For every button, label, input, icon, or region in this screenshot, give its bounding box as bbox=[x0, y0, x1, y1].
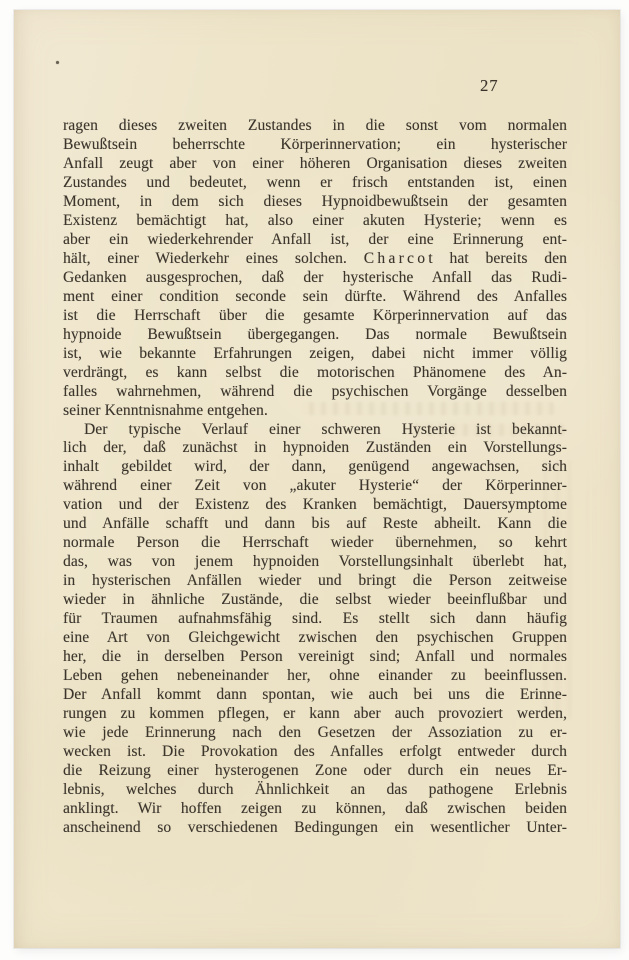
paragraph bbox=[63, 421, 567, 838]
text-line: lebnis, welches durch Ähnlichkeit an das pathogene Erlebnis bbox=[63, 780, 567, 798]
text-line: verdrängt, es kann selbst die motorischen Phänomene des An- bbox=[63, 363, 567, 381]
text-line: wie jede Erinnerung nach den Gesetzen der Assoziation zu er- bbox=[63, 724, 567, 741]
text-line: während einer Zeit von „akuter Hysterie“ der Körperinner- bbox=[63, 477, 567, 495]
text-line: Existenz bemächtigt hat, also einer akuten Hysterie; wenn es bbox=[63, 211, 567, 229]
text-line: lich der, daß zunächst in hypnoiden Zuständen ein Vorstellungs- bbox=[63, 439, 567, 457]
text-line: wecken ist. Die Provokation des Anfalles erfolgt entweder durch bbox=[63, 742, 567, 760]
page-number: 27 bbox=[480, 76, 499, 95]
text-line: vation und der Existenz des Kranken bemächtigt, Dauersymptome bbox=[63, 496, 567, 514]
text-line: Der typische Verlauf einer schweren Hysterie ist bekannt- bbox=[84, 420, 567, 438]
ink-bleed-through bbox=[302, 402, 554, 415]
ink-bleed-through bbox=[542, 460, 572, 720]
text-line: die Reizung einer hysterogenen Zone oder durch ein neues Er- bbox=[63, 761, 567, 779]
text-line: aber ein wiederkehrender Anfall ist, der eine Erinnerung ent- bbox=[63, 230, 567, 248]
text-line: Der Anfall kommt dann spontan, wie auch bei uns die Erinne- bbox=[63, 686, 567, 704]
text-line: ist, wie bekannte Erfahrungen zeigen, dabei nicht immer völlig bbox=[63, 344, 567, 362]
text-line: Anfall zeugt aber von einer höheren Organisation dieses zweiten bbox=[63, 154, 567, 172]
ink-bleed-through bbox=[412, 424, 564, 436]
text-line: das, was von jenem hypnoiden Vorstellungsinhalt überlebt hat, bbox=[63, 553, 567, 571]
text-line: ist die Herrschaft über die gesamte Körperinnervation auf das bbox=[63, 306, 567, 324]
text-line: Moment, in dem sich dieses Hypnoidbewußtsein der gesamten bbox=[63, 192, 567, 210]
scan-speck bbox=[56, 61, 59, 64]
text-line: Gedanken ausgesprochen, daß der hysterische Anfall das Rudi- bbox=[63, 268, 567, 286]
text-line: hypnoide Bewußtsein übergegangen. Das normale Bewußtsein bbox=[63, 325, 567, 343]
text-line: Bewußtsein beherrschte Körperinnervation; ein hysterischer bbox=[63, 135, 567, 153]
text-line: rungen zu kommen pflegen, er kann aber auch provoziert werden, bbox=[63, 705, 567, 723]
text-line: für Traumen aufnahmsfähig sind. Es stellt sich dann häufig bbox=[63, 610, 567, 628]
text-line: hält, einer Wiederkehr eines solchen. C h a r c o t hat bereits den bbox=[63, 249, 567, 267]
text-line: ragen dieses zweiten Zustandes in die sonst vom normalen bbox=[63, 117, 567, 134]
text-line: eine Art von Gleichgewicht zwischen den psychischen Gruppen bbox=[63, 629, 567, 647]
text-block bbox=[63, 117, 567, 838]
text-line: Zustandes und bedeutet, wenn er frisch entstanden ist, einen bbox=[63, 173, 567, 191]
paragraph bbox=[63, 117, 567, 421]
text-line: und Anfälle schafft und dann bis auf Reste abheilt. Kann die bbox=[63, 515, 567, 533]
paper-sheet bbox=[14, 10, 620, 948]
text-line: anscheinend so verschiedenen Bedingungen ein wesentlicher Unter- bbox=[63, 818, 567, 836]
text-line: falles wahrnehmen, während die psychischen Vorgänge desselben bbox=[63, 382, 567, 400]
text-line: her, die in derselben Person vereinigt sind; Anfall und normales bbox=[63, 648, 567, 666]
text-line: wieder in ähnliche Zustände, die selbst wieder beeinflußbar und bbox=[63, 591, 567, 609]
text-line: anklingt. Wir hoffen zeigen zu können, daß zwischen beiden bbox=[63, 799, 567, 817]
text-line: seiner Kenntnisnahme entgehen. bbox=[63, 401, 268, 419]
text-line: Leben gehen nebeneinander her, ohne einander zu beeinflussen. bbox=[63, 667, 567, 685]
text-line: normale Person die Herrschaft wieder übernehmen, so kehrt bbox=[63, 534, 567, 552]
text-line: ment einer condition seconde sein dürfte. Während des Anfalles bbox=[63, 287, 567, 305]
text-line: in hysterischen Anfällen wieder und bringt die Person zeitweise bbox=[63, 572, 567, 590]
text-line: inhalt gebildet wird, der dann, genügend angewachsen, sich bbox=[63, 458, 567, 476]
